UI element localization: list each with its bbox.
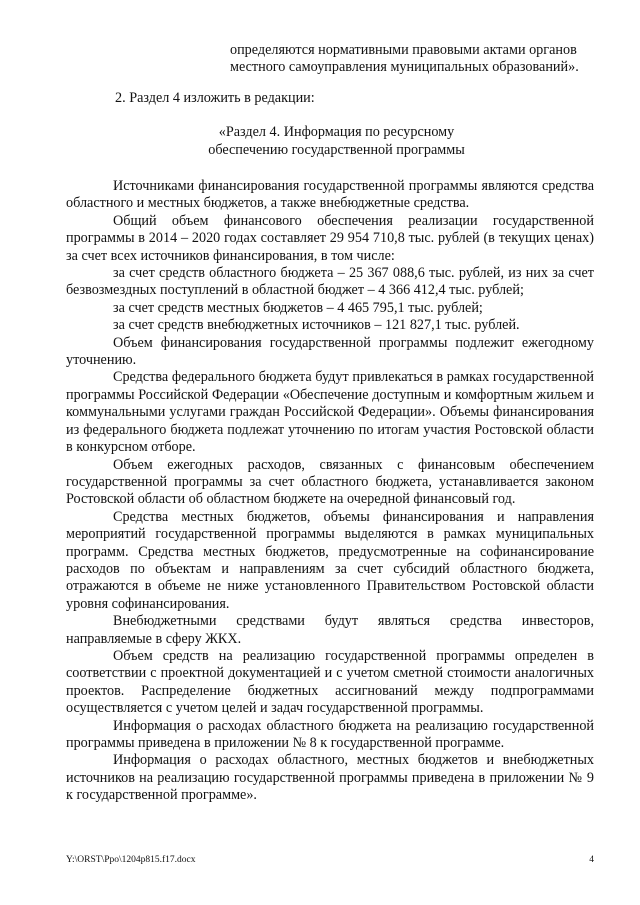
paragraph-local-budgets: за счет средств местных бюджетов – 4 465 795,1 тыс. рублей; — [113, 299, 483, 316]
paragraph-extrabudgetary: за счет средств внебюджетных источников – 121 827,1 тыс. рублей. — [113, 317, 520, 334]
section-heading-line-2: обеспечению государственной программы — [208, 142, 465, 158]
paragraph-appendix-8: Информация о расходах областного бюджета на реализацию государственной программы приведена в приложении № 8 к государственной программе. — [66, 717, 594, 751]
paragraph-annual-adjustment: Объем финансирования государственной программы подлежит ежегодному уточнению. — [66, 334, 594, 369]
paragraph-funding-determination: Объем средств на реализацию государственной программы определен в соответствии с проектной документацией и с учетом сметной стоимости аналогичных проектов. Распределение бюджетных ассигнований между подпрограммами осуществляется с учетом целей и задач государственной программы. — [66, 647, 594, 717]
section-heading-line-1: «Раздел 4. Информация по ресурсному — [218, 124, 455, 140]
amendment-item-2: 2. Раздел 4 изложить в редакции: — [115, 90, 315, 106]
previous-section-tail — [230, 42, 602, 76]
paragraph-funding-sources: Источниками финансирования государственной программы являются средства областного и местных бюджетов, а также внебюджетные средства. — [66, 178, 594, 212]
paragraph-federal-budget: Средства федерального бюджета будут привлекаться в рамках государственной программы Российской Федерации «Обеспечение доступным и комфортным жильем и коммунальными услугами граждан Российской Федерации». Объемы финансирования из федерального бюджета подлежат уточнению по итогам участия Ростовской области в конкурсном отборе. — [66, 369, 594, 456]
footer-page-number: 4 — [589, 855, 594, 865]
paragraph-total-volume: Общий объем финансового обеспечения реализации государственной программы в 2014 – 2020 годах составляет 29 954 710,8 тыс. рублей (в текущих ценах) за счет всех источников финансирования, в том числе: — [66, 212, 594, 264]
paragraph-annual-expenses: Объем ежегодных расходов, связанных с финансовым обеспечением государственной программы за счет областного бюджета, устанавливается законом Ростовской области об областном бюджете на очередной финансовый год. — [66, 456, 594, 508]
section-body — [66, 178, 594, 805]
footer-file-path: Y:\ORST\Ppo\1204p815.f17.docx — [66, 855, 196, 865]
paragraph-municipal-funds: Средства местных бюджетов, объемы финансирования и направления мероприятий государственной программы выделяются в рамках муниципальных программ. Средства местных бюджетов, предусмотренные на софинансирование расходов по объектам и направлениям за счет субсидий областного бюджета, отражаются в объеме не ниже установленного Правительством Ростовской области уровня софинансирования. — [66, 508, 594, 612]
section-heading — [0, 123, 640, 159]
paragraph-appendix-9: Информация о расходах областного, местных бюджетов и внебюджетных источников на реализацию государственной программы приведена в приложении № 9 к государственной программе». — [66, 752, 594, 804]
previous-section-line-1: определяются нормативными правовыми актами органов — [230, 42, 577, 58]
paragraph-regional-budget: за счет средств областного бюджета – 25 367 088,6 тыс. рублей, из них за счет безвозмездных поступлений в областной бюджет – 4 366 412,4 тыс. рублей; — [66, 265, 594, 299]
paragraph-investors: Внебюджетными средствами будут являться средства инвесторов, направляемые в сферу ЖКХ. — [66, 613, 594, 647]
previous-section-line-2: местного самоуправления муниципальных образований». — [230, 59, 579, 75]
